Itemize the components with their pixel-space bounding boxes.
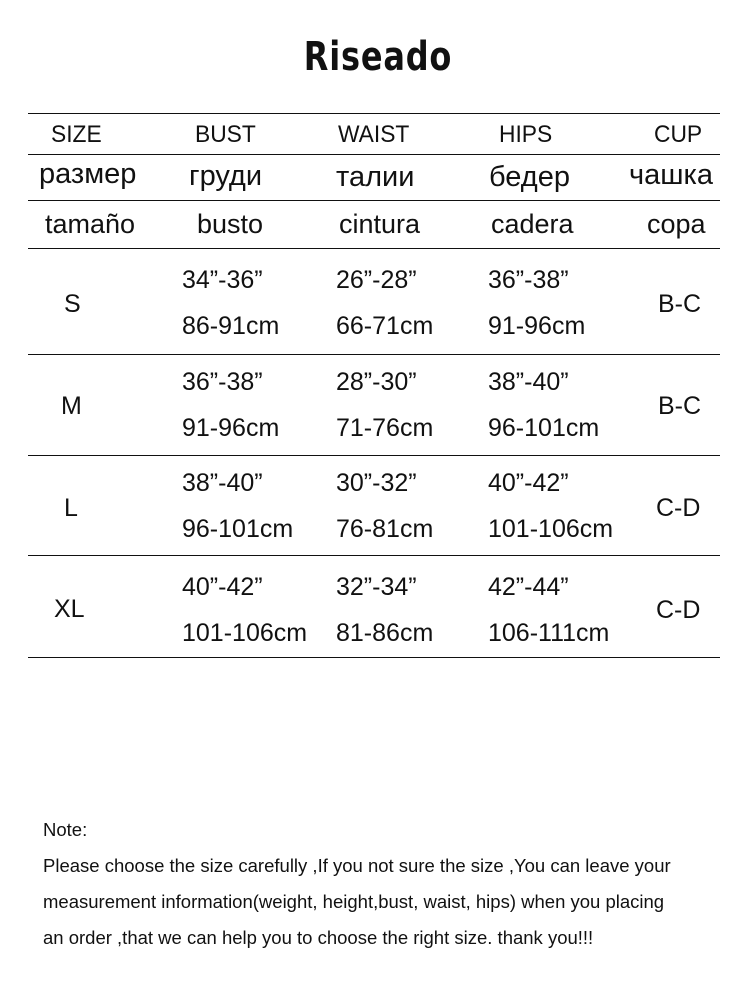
- header-es-cup: copa: [647, 209, 706, 239]
- hips-inches: 36”-38”: [488, 266, 569, 294]
- size-label: M: [61, 392, 82, 420]
- hips-cm: 96-101cm: [488, 414, 600, 442]
- waist-cm: 81-86cm: [336, 619, 434, 647]
- table-rule: [28, 455, 720, 456]
- size-label: L: [64, 494, 78, 522]
- bust-cm: 96-101cm: [182, 515, 294, 543]
- waist-cm: 71-76cm: [336, 414, 434, 442]
- hips-inches: 40”-42”: [488, 469, 569, 497]
- header-ru-waist: талии: [336, 161, 415, 193]
- note-line: Please choose the size carefully ,If you not sure the size ,You can leave your: [43, 855, 671, 876]
- table-rule: [28, 248, 720, 249]
- brand-title: Riseado: [303, 34, 453, 80]
- bust-inches: 40”-42”: [182, 573, 263, 601]
- cup-value: B-C: [658, 392, 702, 420]
- table-rule: [28, 113, 720, 114]
- bust-cm: 101-106cm: [182, 619, 308, 647]
- bust-cm: 86-91cm: [182, 312, 280, 340]
- header-es-size: tamaño: [45, 209, 136, 239]
- hips-cm: 106-111cm: [488, 619, 610, 647]
- header-bust: BUST: [195, 121, 256, 148]
- header-cup: CUP: [654, 121, 703, 148]
- waist-cm: 66-71cm: [336, 312, 434, 340]
- bust-inches: 38”-40”: [182, 469, 263, 497]
- hips-cm: 101-106cm: [488, 515, 614, 543]
- note-line: an order ,that we can help you to choose the right size. thank you!!!: [43, 927, 594, 948]
- waist-inches: 30”-32”: [336, 469, 417, 497]
- header-size: SIZE: [51, 121, 102, 148]
- note-line: measurement information(weight, height,bust, waist, hips) when you placing: [43, 891, 665, 912]
- hips-cm: 91-96cm: [488, 312, 586, 340]
- table-rule: [28, 154, 720, 155]
- waist-inches: 32”-34”: [336, 573, 417, 601]
- waist-cm: 76-81cm: [336, 515, 434, 543]
- cup-value: B-C: [658, 290, 702, 318]
- size-label: XL: [54, 595, 85, 623]
- table-rule: [28, 555, 720, 556]
- header-ru-hips: бедер: [489, 161, 570, 193]
- bust-inches: 36”-38”: [182, 368, 263, 396]
- header-ru-cup: чашка: [629, 159, 713, 191]
- hips-inches: 38”-40”: [488, 368, 569, 396]
- bust-cm: 91-96cm: [182, 414, 280, 442]
- cup-value: C-D: [656, 494, 701, 522]
- size-note: [43, 812, 743, 956]
- header-ru-size: размер: [39, 158, 137, 190]
- header-ru-bust: груди: [189, 160, 263, 192]
- note-title: Note:: [43, 819, 88, 840]
- bust-inches: 34”-36”: [182, 266, 263, 294]
- size-label: S: [64, 290, 81, 318]
- hips-inches: 42”-44”: [488, 573, 569, 601]
- table-rule: [28, 354, 720, 355]
- table-rule: [28, 200, 720, 201]
- waist-inches: 28”-30”: [336, 368, 417, 396]
- header-es-hips: cadera: [491, 209, 574, 239]
- header-es-bust: busto: [197, 209, 264, 239]
- table-rule: [28, 657, 720, 658]
- header-hips: HIPS: [499, 121, 553, 148]
- header-waist: WAIST: [338, 121, 410, 148]
- cup-value: C-D: [656, 596, 701, 624]
- waist-inches: 26”-28”: [336, 266, 417, 294]
- header-es-waist: cintura: [339, 209, 421, 239]
